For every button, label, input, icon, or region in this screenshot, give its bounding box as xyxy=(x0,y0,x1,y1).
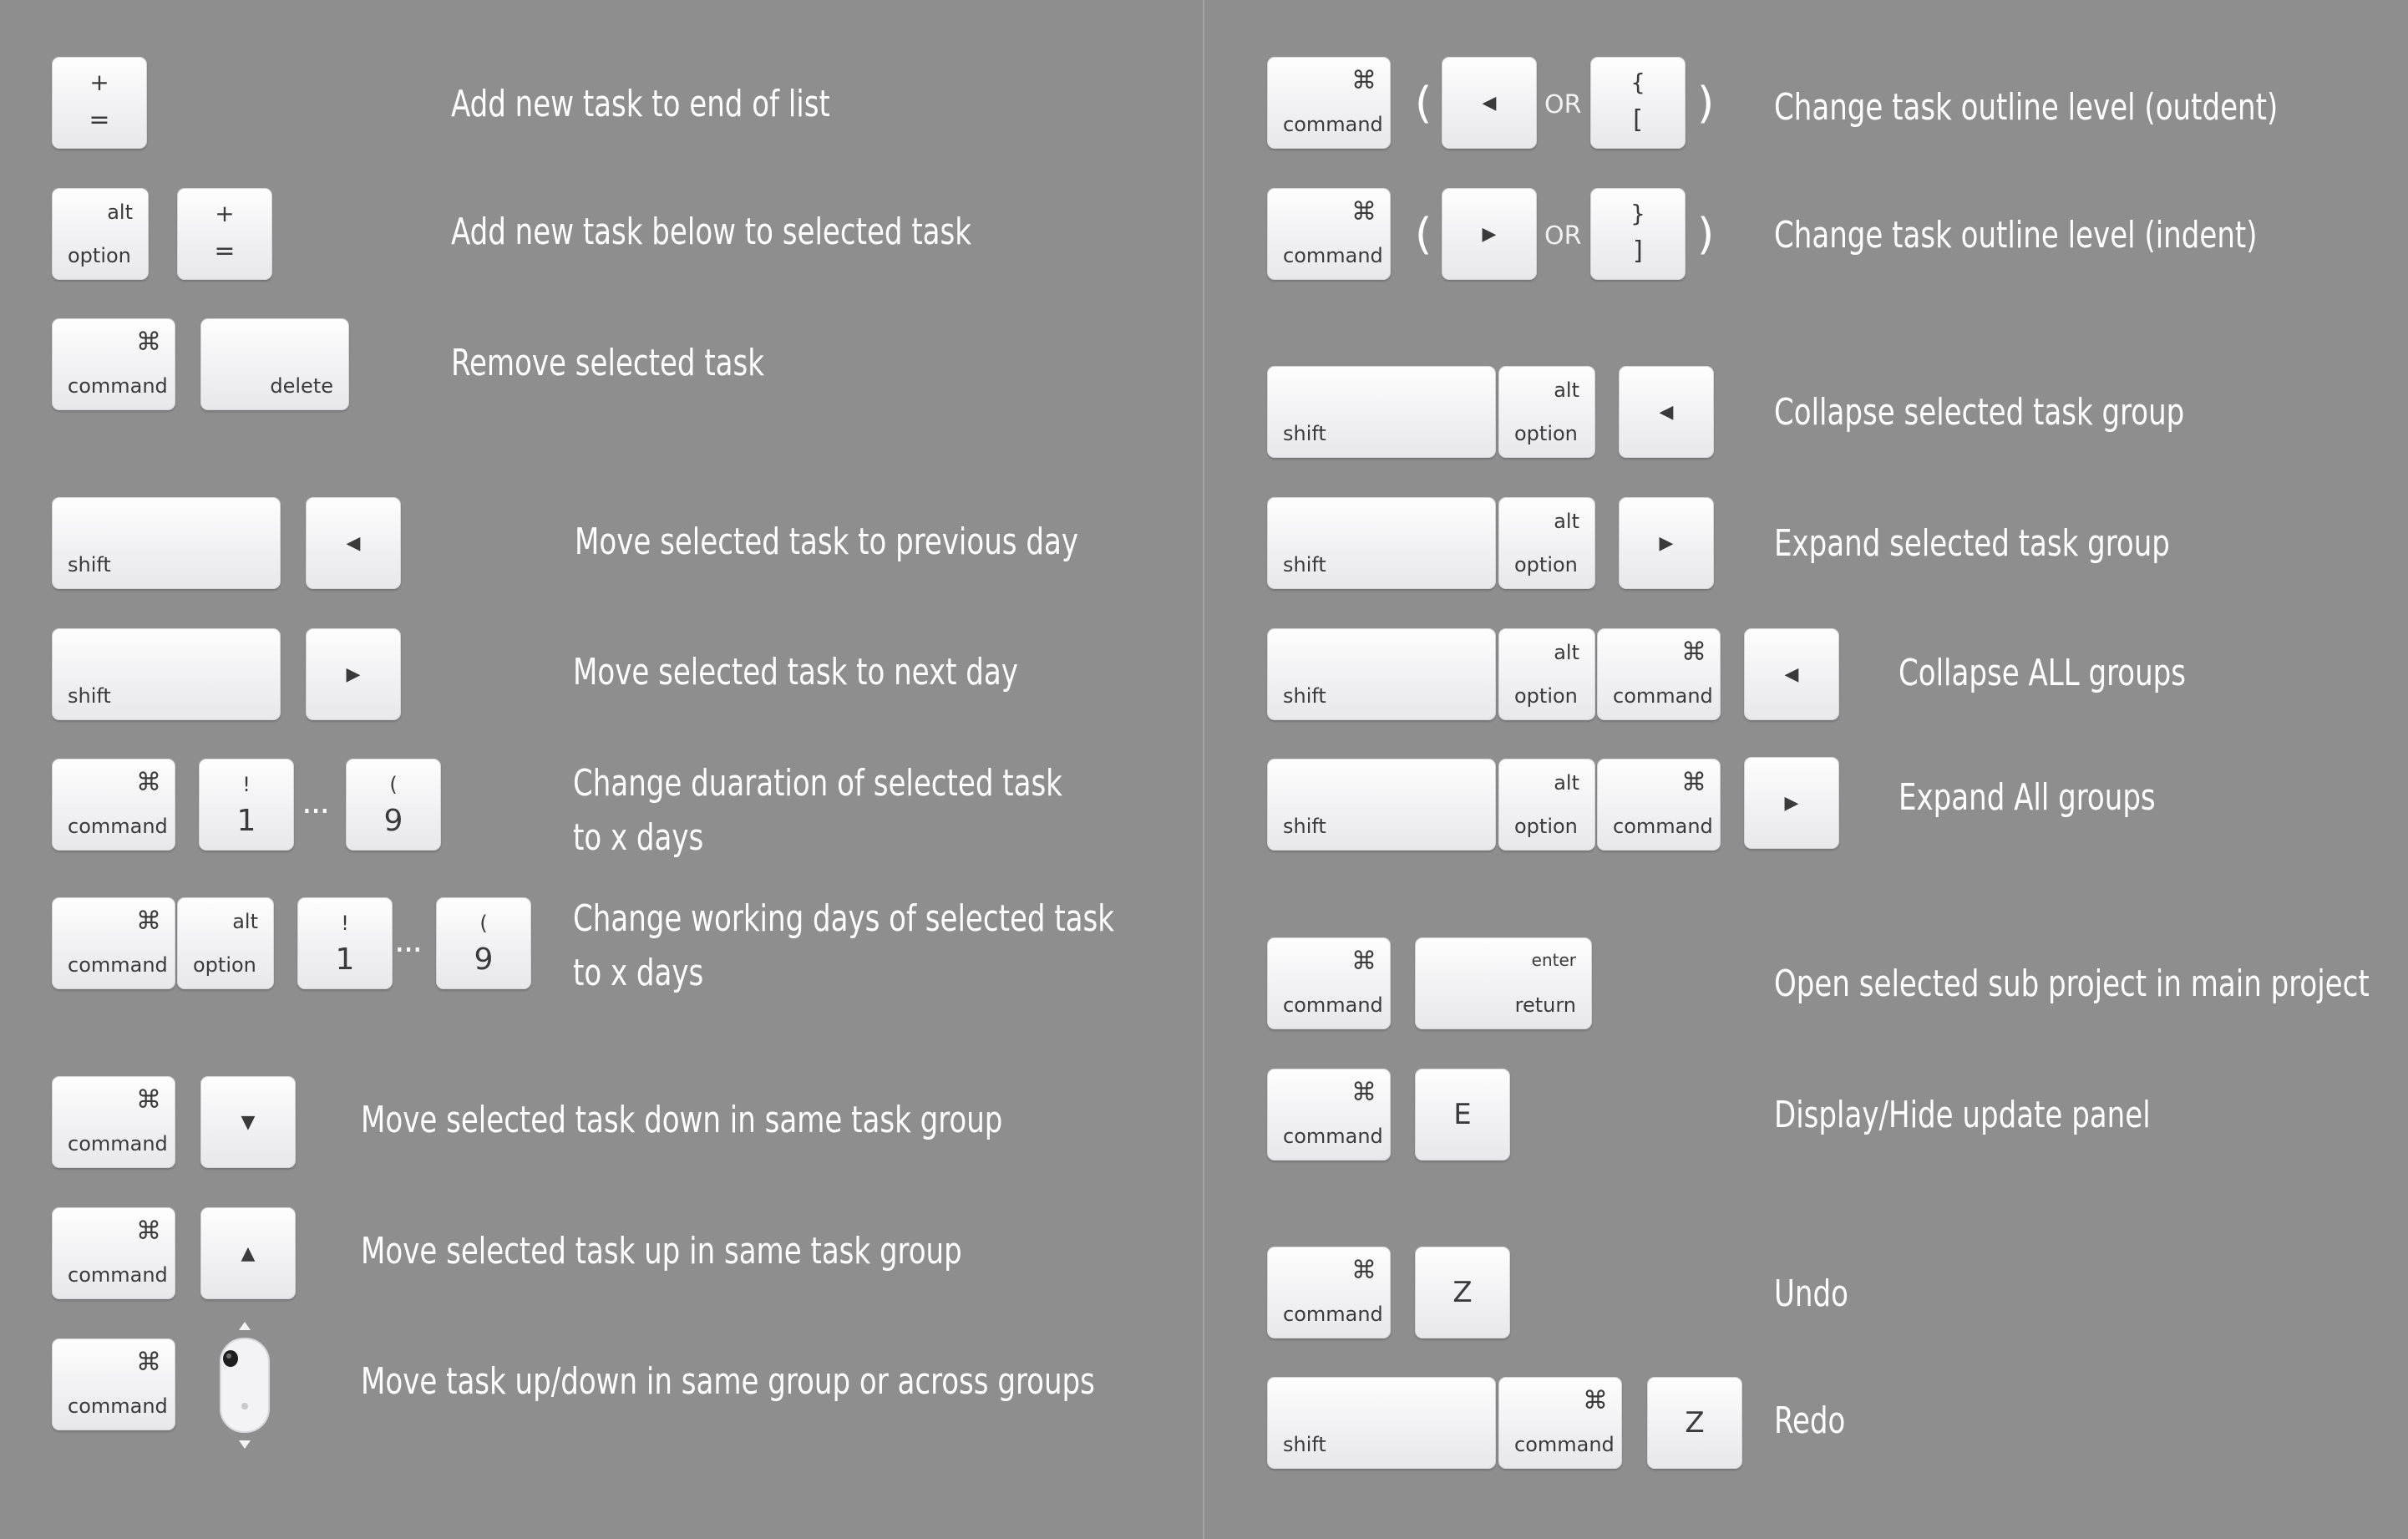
key-alt-label: alt xyxy=(1554,771,1579,795)
key-command-label: command xyxy=(1283,113,1383,136)
command-key xyxy=(52,1076,175,1168)
shortcut-desc-expand-all: Expand All groups xyxy=(1899,776,2156,819)
key-command-label: command xyxy=(68,953,168,977)
option-key xyxy=(1498,628,1595,720)
shortcut-desc-update-panel: Display/Hide update panel xyxy=(1774,1094,2151,1136)
shortcut-desc-move-up: Move selected task up in same task group xyxy=(361,1230,962,1272)
key-top-label: + xyxy=(215,200,235,227)
option-key xyxy=(1498,497,1595,589)
key-shift-label: shift xyxy=(1283,815,1326,838)
command-key xyxy=(1597,759,1721,851)
key-alt-label: alt xyxy=(1554,378,1579,402)
command-key xyxy=(1597,628,1721,720)
command-icon: ⌘ xyxy=(136,1348,161,1377)
right-arrow-icon: ▶ xyxy=(1659,532,1674,554)
key-top-label: ! xyxy=(341,912,349,935)
left-arrow-icon: ◀ xyxy=(346,532,361,554)
command-key xyxy=(52,1338,175,1430)
key-shift-label: shift xyxy=(1283,1433,1326,1456)
command-icon: ⌘ xyxy=(1351,66,1376,95)
command-key xyxy=(52,897,175,989)
option-key xyxy=(177,897,274,989)
bracket-right-key xyxy=(1590,188,1686,280)
one-key xyxy=(199,759,294,851)
right-arrow-key xyxy=(1744,757,1839,849)
shortcut-desc-previous-day: Move selected task to previous day xyxy=(575,521,1078,563)
command-icon: ⌘ xyxy=(136,1216,161,1246)
key-e-label: E xyxy=(1453,1098,1472,1131)
key-alt-label: alt xyxy=(1554,510,1579,533)
left-arrow-icon: ◀ xyxy=(1659,401,1674,423)
command-key xyxy=(52,759,175,851)
command-key xyxy=(1267,188,1391,280)
left-arrow-key xyxy=(1442,57,1537,149)
key-command-label: command xyxy=(1613,815,1713,838)
mouse-scroll-icon xyxy=(210,1320,279,1450)
command-icon: ⌘ xyxy=(1351,947,1376,976)
shortcut-desc-expand-group: Expand selected task group xyxy=(1774,522,2170,565)
key-top-label: ( xyxy=(389,773,398,796)
open-paren: ( xyxy=(1415,210,1432,260)
shortcut-desc-redo: Redo xyxy=(1774,1399,1846,1442)
shift-key xyxy=(1267,497,1496,589)
key-alt-label: alt xyxy=(107,201,133,224)
right-arrow-icon: ▶ xyxy=(346,663,361,685)
left-arrow-key xyxy=(1619,366,1714,458)
key-shift-label: shift xyxy=(1283,553,1326,576)
left-arrow-icon: ◀ xyxy=(1784,663,1799,685)
up-arrow-key xyxy=(200,1207,296,1299)
key-option-label: option xyxy=(1514,422,1578,445)
left-arrow-icon: ◀ xyxy=(1482,92,1497,114)
key-command-label: command xyxy=(1613,684,1713,708)
command-icon: ⌘ xyxy=(1583,1386,1608,1415)
key-command-label: command xyxy=(68,1132,168,1156)
key-command-label: command xyxy=(68,374,168,398)
shortcut-desc-working-days-line1: Change working days of selected task xyxy=(573,897,1114,940)
option-key xyxy=(52,188,149,280)
bracket-left-key xyxy=(1590,57,1686,149)
command-icon: ⌘ xyxy=(136,907,161,936)
shift-key xyxy=(1267,1377,1496,1469)
key-bottom-label: ] xyxy=(1633,236,1643,266)
left-arrow-key xyxy=(1744,628,1839,720)
shortcut-desc-next-day: Move selected task to next day xyxy=(573,651,1018,693)
key-alt-label: alt xyxy=(1554,641,1579,664)
key-command-label: command xyxy=(1283,993,1383,1017)
key-shift-label: shift xyxy=(68,553,111,576)
key-bottom-label: = xyxy=(214,236,236,266)
shortcut-desc-indent: Change task outline level (indent) xyxy=(1774,214,2258,256)
command-icon: ⌘ xyxy=(136,1085,161,1115)
command-icon: ⌘ xyxy=(1351,1256,1376,1285)
key-z-label: Z xyxy=(1452,1276,1473,1309)
key-top-label: ( xyxy=(479,912,488,935)
key-shift-label: shift xyxy=(1283,684,1326,708)
key-bottom-label: 9 xyxy=(474,942,494,977)
key-command-label: command xyxy=(1514,1433,1615,1456)
command-key xyxy=(1267,1247,1391,1338)
down-arrow-icon: ▼ xyxy=(241,1111,256,1133)
key-option-label: option xyxy=(1514,553,1578,576)
key-command-label: command xyxy=(1283,1125,1383,1148)
shortcut-desc-outdent: Change task outline level (outdent) xyxy=(1774,86,2279,129)
command-key xyxy=(1498,1377,1622,1469)
command-icon: ⌘ xyxy=(1681,768,1706,797)
key-option-label: option xyxy=(1514,815,1578,838)
z-key xyxy=(1647,1377,1742,1469)
command-key xyxy=(1267,57,1391,149)
range-ellipsis: ... xyxy=(394,922,422,960)
shortcut-desc-remove-task: Remove selected task xyxy=(451,342,764,384)
shift-key xyxy=(1267,366,1496,458)
key-command-label: command xyxy=(68,815,168,838)
one-key xyxy=(297,897,393,989)
up-arrow-icon: ▲ xyxy=(241,1242,256,1264)
shortcut-desc-collapse-group: Collapse selected task group xyxy=(1774,391,2185,434)
command-icon: ⌘ xyxy=(136,768,161,797)
command-icon: ⌘ xyxy=(1351,197,1376,226)
or-label: OR xyxy=(1544,90,1582,119)
e-key xyxy=(1415,1069,1510,1161)
key-bottom-label: 1 xyxy=(335,942,355,977)
key-top-label: ! xyxy=(242,773,251,796)
key-command-label: command xyxy=(68,1263,168,1287)
key-bottom-label: 1 xyxy=(236,804,256,838)
down-arrow-key xyxy=(200,1076,296,1168)
z-key xyxy=(1415,1247,1510,1338)
key-command-label: command xyxy=(1283,244,1383,267)
key-command-label: command xyxy=(68,1394,168,1418)
close-paren: ) xyxy=(1697,210,1715,260)
command-icon: ⌘ xyxy=(136,328,161,357)
key-option-label: option xyxy=(68,244,131,267)
command-icon: ⌘ xyxy=(1681,637,1706,667)
shift-key xyxy=(52,628,281,720)
key-shift-label: shift xyxy=(1283,422,1326,445)
nine-key xyxy=(346,759,441,851)
open-paren: ( xyxy=(1415,79,1432,129)
command-key xyxy=(1267,937,1391,1029)
right-arrow-key xyxy=(1442,188,1537,280)
nine-key xyxy=(436,897,531,989)
key-command-label: command xyxy=(1283,1303,1383,1326)
command-key xyxy=(52,318,175,410)
command-key xyxy=(52,1207,175,1299)
key-top-label: { xyxy=(1630,69,1645,96)
or-label: OR xyxy=(1544,221,1582,251)
shortcut-desc-duration-line1: Change duaration of selected task xyxy=(573,762,1062,805)
shift-key xyxy=(1267,628,1496,720)
key-top-label: + xyxy=(89,69,109,96)
column-divider xyxy=(1203,0,1204,1539)
command-icon: ⌘ xyxy=(1351,1078,1376,1107)
shortcut-desc-collapse-all: Collapse ALL groups xyxy=(1899,652,2187,694)
plus-equals-key xyxy=(52,57,147,149)
key-enter-label: enter xyxy=(1531,950,1576,970)
shortcut-desc-undo: Undo xyxy=(1774,1272,1848,1315)
key-bottom-label: [ xyxy=(1633,105,1643,135)
return-key xyxy=(1415,937,1592,1029)
command-key xyxy=(1267,1069,1391,1161)
key-alt-label: alt xyxy=(232,910,258,933)
option-key xyxy=(1498,759,1595,851)
right-arrow-key xyxy=(1619,497,1714,589)
shortcut-desc-move-down: Move selected task down in same task group xyxy=(361,1099,1003,1141)
right-arrow-icon: ▶ xyxy=(1482,223,1497,245)
plus-equals-key xyxy=(177,188,272,280)
shift-key xyxy=(1267,759,1496,851)
right-arrow-icon: ▶ xyxy=(1784,792,1799,814)
range-ellipsis: ... xyxy=(302,783,329,821)
key-option-label: option xyxy=(193,953,256,977)
key-bottom-label: 9 xyxy=(383,804,403,838)
close-paren: ) xyxy=(1697,79,1715,129)
key-delete-label: delete xyxy=(270,374,333,398)
shortcut-desc-add-task-end: Add new task to end of list xyxy=(451,83,830,125)
key-shift-label: shift xyxy=(68,684,111,708)
right-arrow-key xyxy=(306,628,401,720)
shortcut-desc-mouse-move: Move task up/down in same group or across groups xyxy=(361,1360,1095,1403)
shortcut-desc-working-days-line2: to x days xyxy=(573,952,704,994)
option-key xyxy=(1498,366,1595,458)
delete-key xyxy=(200,318,349,410)
shift-key xyxy=(52,497,281,589)
key-return-label: return xyxy=(1514,993,1576,1017)
key-option-label: option xyxy=(1514,684,1578,708)
shortcut-desc-open-subproject: Open selected sub project in main project xyxy=(1774,963,2370,1005)
shortcut-desc-duration-line2: to x days xyxy=(573,816,704,859)
shortcut-desc-add-task-below: Add new task below to selected task xyxy=(451,211,971,253)
left-arrow-key xyxy=(306,497,401,589)
key-top-label: } xyxy=(1630,200,1645,227)
key-z-label: Z xyxy=(1685,1406,1705,1440)
key-bottom-label: = xyxy=(89,105,110,135)
